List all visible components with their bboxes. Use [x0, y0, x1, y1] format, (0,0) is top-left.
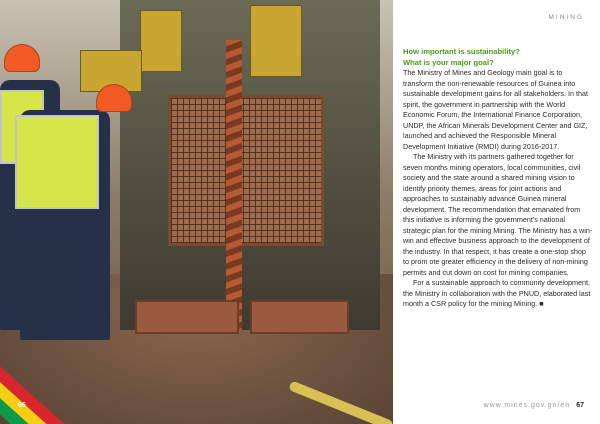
- base-plate: [250, 300, 349, 334]
- article-page: [393, 0, 600, 424]
- safety-vest: [15, 115, 99, 209]
- mesh-guard: [168, 95, 324, 246]
- paragraph: The Ministry with its partners gathered together for seven months mining operators, local communities, civil society and the state around a shared mining vision to identify priority themes, areas for joint actions and approaches to sustainably advance Guinea mineral development. The recommendation that emanated from this initiative is informing the government's national strategic plan for the mining Mining. The Ministry has a win-win and effective business approach to the development of the industry. In that respect, it has create a one-stop shop to prom ote greater efficiency in the delivery of non-mining permits and cut down on cost for mining companies.: [403, 152, 593, 277]
- heading-line-2: What is your major goal?: [403, 58, 494, 67]
- rig-yellow-part: [140, 10, 182, 72]
- base-plate: [135, 300, 239, 334]
- heading-line-1: How important is sustainability?: [403, 47, 520, 56]
- paragraph: The Ministry of Mines and Geology main goal is to transform the non-renewable resources of Guinea into sustainable development gains for all stakeholders. In that spirit, the government in partnership with the World Economic Forum, the International Finance Corporation, UNDP, the African Minerals Development Center and GIZ, launched and achieved the Responsible Mineral Development Initiative (RMDI) during 2016-2017.: [403, 68, 588, 151]
- section-label: MINING: [548, 14, 584, 21]
- page-number-left: 66: [18, 402, 26, 409]
- question-heading: [403, 46, 593, 68]
- hard-hat-icon: [96, 84, 132, 112]
- paragraph: For a sustainable approach to community development, the Ministry in collaboration with the PNUD, elaborated last month a CSR policy for the mining Mining. ■: [403, 278, 591, 308]
- footer-url: www.mines.gov.gn/en: [483, 402, 571, 409]
- hard-hat-icon: [4, 44, 40, 72]
- page-number-right: 67: [576, 402, 584, 409]
- rig-yellow-part: [250, 5, 302, 77]
- page-footer: [484, 402, 584, 409]
- auger-drill: [226, 40, 242, 330]
- article-body: [403, 46, 593, 310]
